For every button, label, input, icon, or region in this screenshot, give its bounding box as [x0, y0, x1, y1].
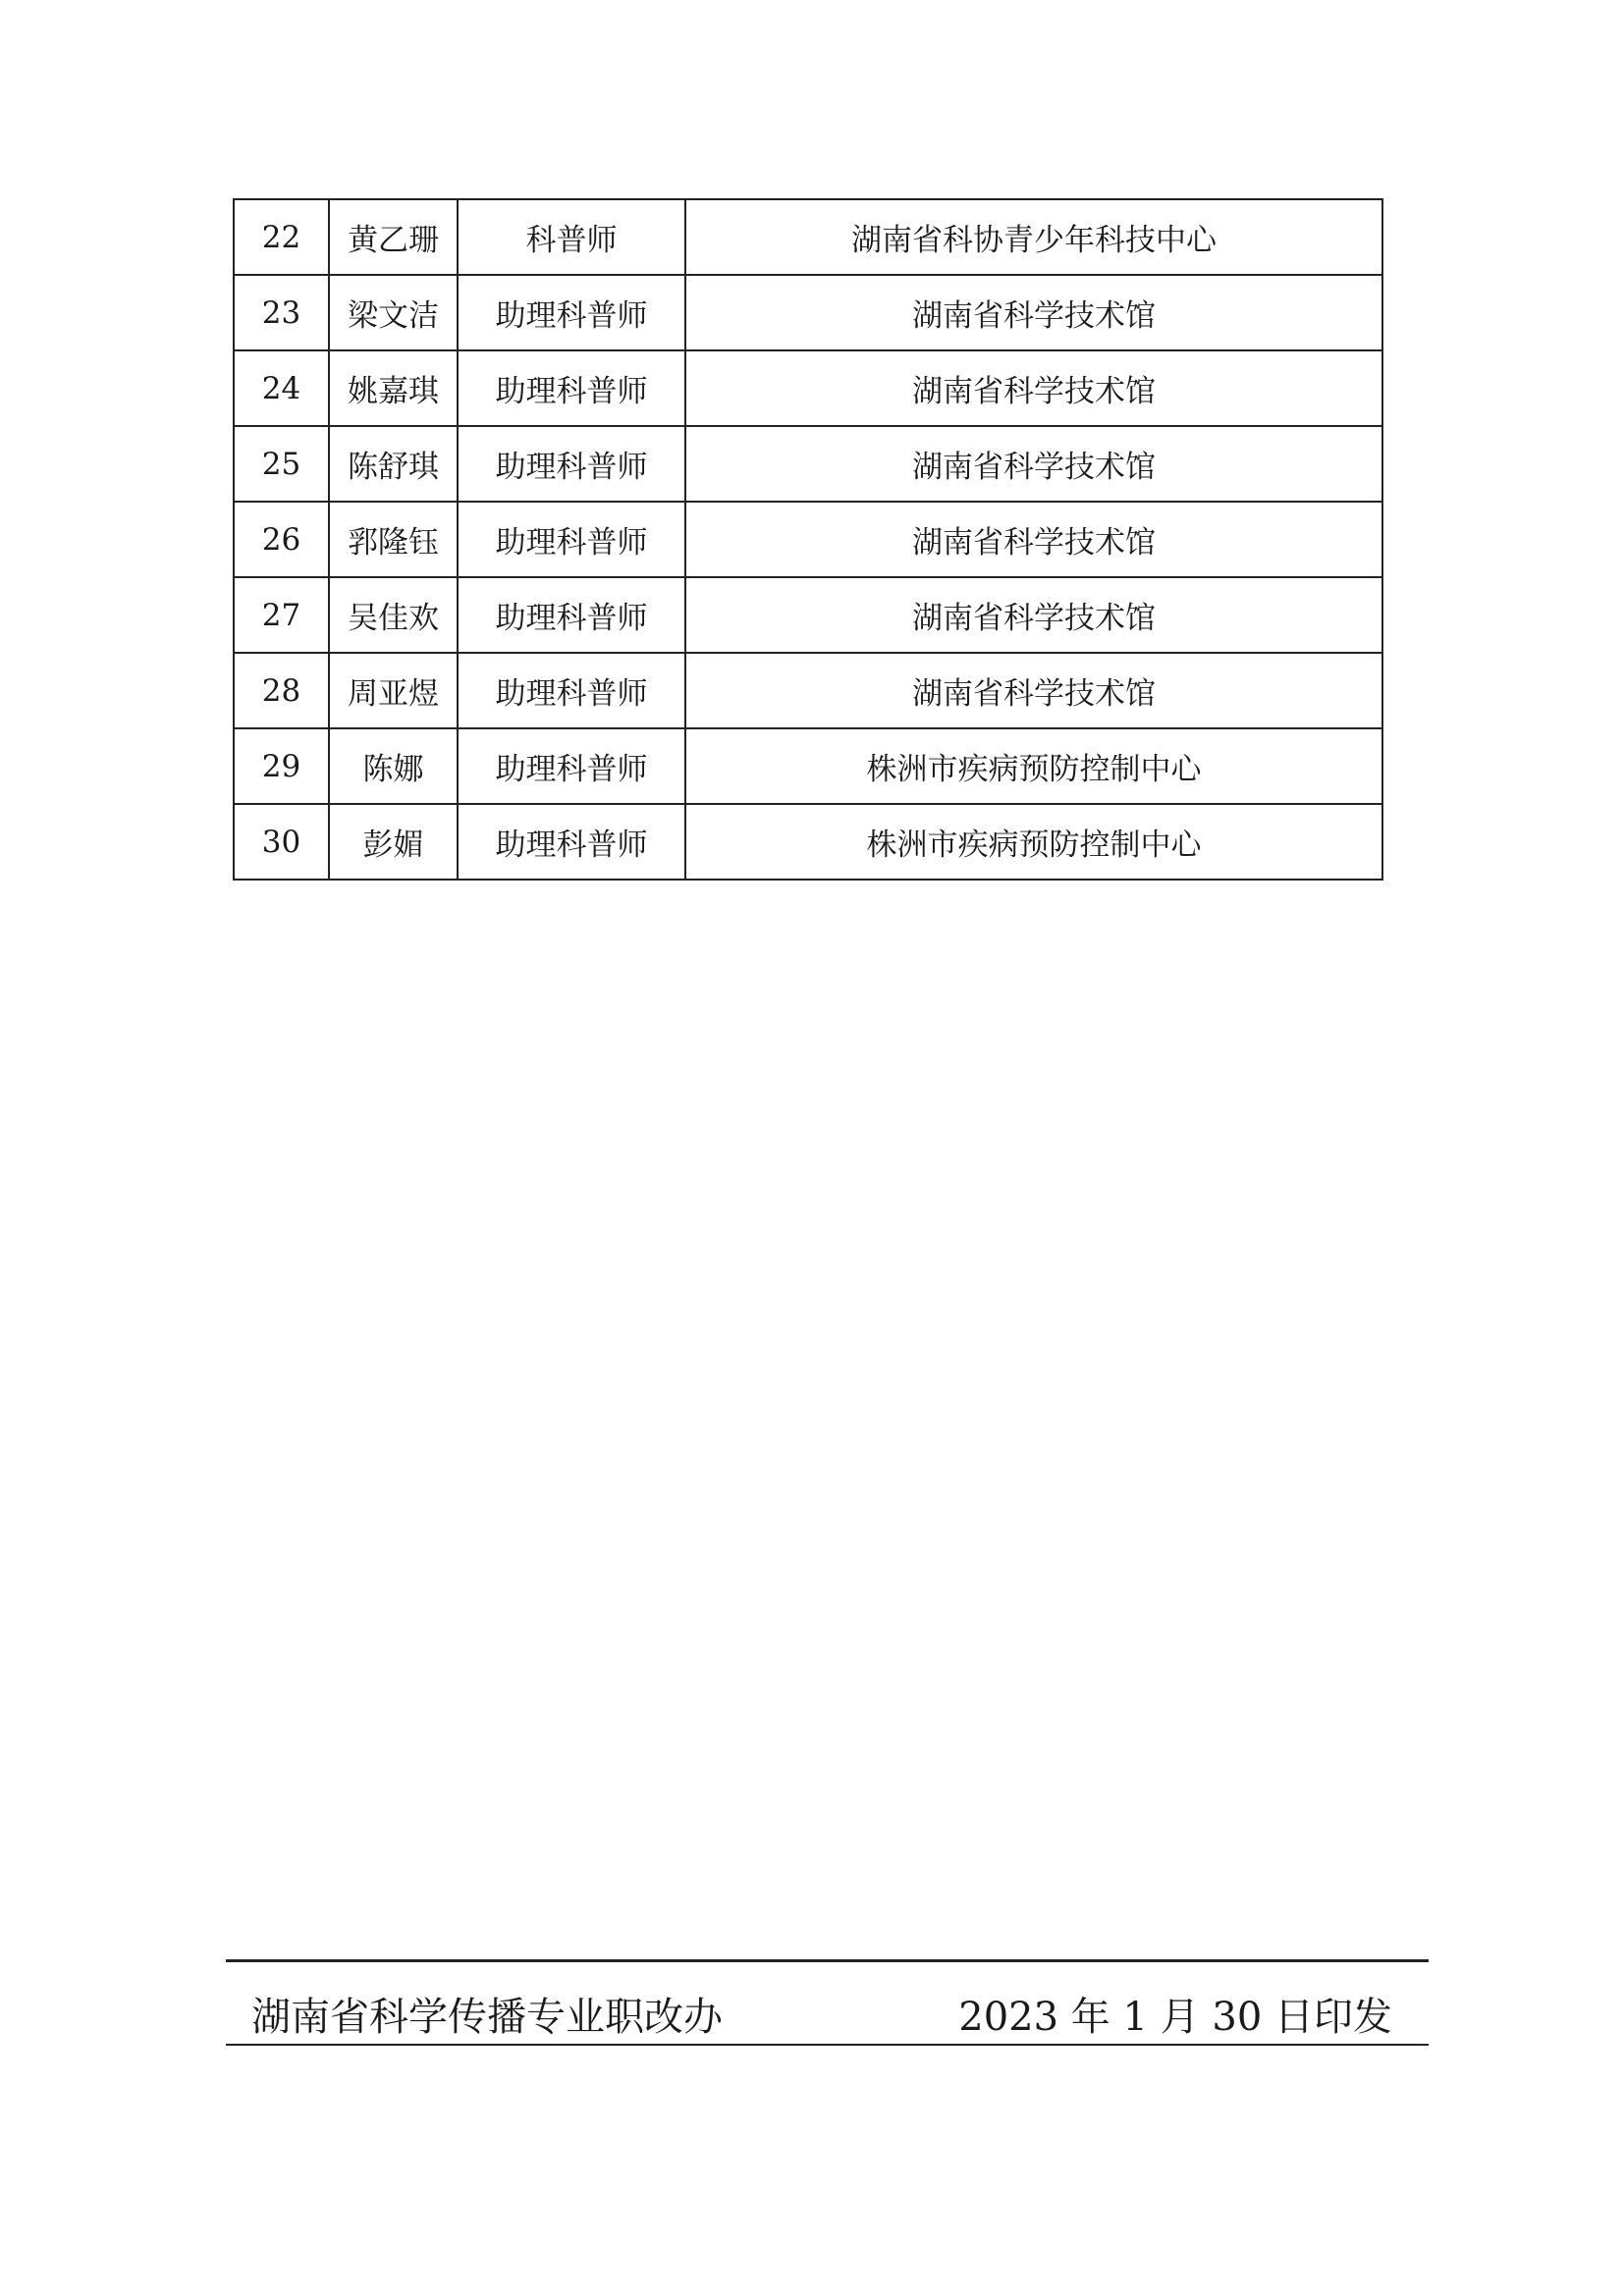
work-unit: 湖南省科协青少年科技中心	[685, 199, 1382, 275]
table-row	[234, 577, 1382, 653]
table-row	[234, 275, 1382, 350]
roster-table-body	[234, 199, 1382, 880]
table-row	[234, 653, 1382, 728]
person-name: 周亚煜	[329, 653, 458, 728]
work-unit: 湖南省科学技术馆	[685, 350, 1382, 426]
work-unit: 湖南省科学技术馆	[685, 426, 1382, 502]
professional-title: 助理科普师	[458, 653, 685, 728]
person-name: 郛隆钰	[329, 502, 458, 577]
professional-title: 助理科普师	[458, 804, 685, 880]
professional-title: 助理科普师	[458, 350, 685, 426]
professional-title: 助理科普师	[458, 502, 685, 577]
row-number: 27	[234, 577, 329, 653]
person-name: 姚嘉琪	[329, 350, 458, 426]
row-number: 22	[234, 199, 329, 275]
footer-divider-top	[226, 1959, 1429, 1962]
work-unit: 湖南省科学技术馆	[685, 577, 1382, 653]
footer-divider-bottom	[226, 2044, 1429, 2046]
person-name: 陈娜	[329, 728, 458, 804]
person-name: 黄乙珊	[329, 199, 458, 275]
person-name: 梁文洁	[329, 275, 458, 350]
row-number: 25	[234, 426, 329, 502]
table-row	[234, 350, 1382, 426]
row-number: 24	[234, 350, 329, 426]
professional-title: 助理科普师	[458, 577, 685, 653]
professional-title: 助理科普师	[458, 275, 685, 350]
person-name: 吴佳欢	[329, 577, 458, 653]
person-name: 陈舒琪	[329, 426, 458, 502]
professional-title: 科普师	[458, 199, 685, 275]
table-row	[234, 426, 1382, 502]
table-row	[234, 502, 1382, 577]
row-number: 23	[234, 275, 329, 350]
roster-table	[233, 198, 1383, 881]
table-row	[234, 199, 1382, 275]
row-number: 26	[234, 502, 329, 577]
issuing-office: 湖南省科学传播专业职改办	[251, 1995, 723, 2040]
person-name: 彭媚	[329, 804, 458, 880]
row-number: 28	[234, 653, 329, 728]
table-row	[234, 804, 1382, 880]
work-unit: 湖南省科学技术馆	[685, 653, 1382, 728]
professional-title: 助理科普师	[458, 426, 685, 502]
row-number: 29	[234, 728, 329, 804]
work-unit: 株洲市疾病预防控制中心	[685, 728, 1382, 804]
table-row	[234, 728, 1382, 804]
work-unit: 株洲市疾病预防控制中心	[685, 804, 1382, 880]
professional-title: 助理科普师	[458, 728, 685, 804]
row-number: 30	[234, 804, 329, 880]
work-unit: 湖南省科学技术馆	[685, 275, 1382, 350]
work-unit: 湖南省科学技术馆	[685, 502, 1382, 577]
issue-date: 2023 年 1 月 30 日印发	[958, 1995, 1392, 2040]
